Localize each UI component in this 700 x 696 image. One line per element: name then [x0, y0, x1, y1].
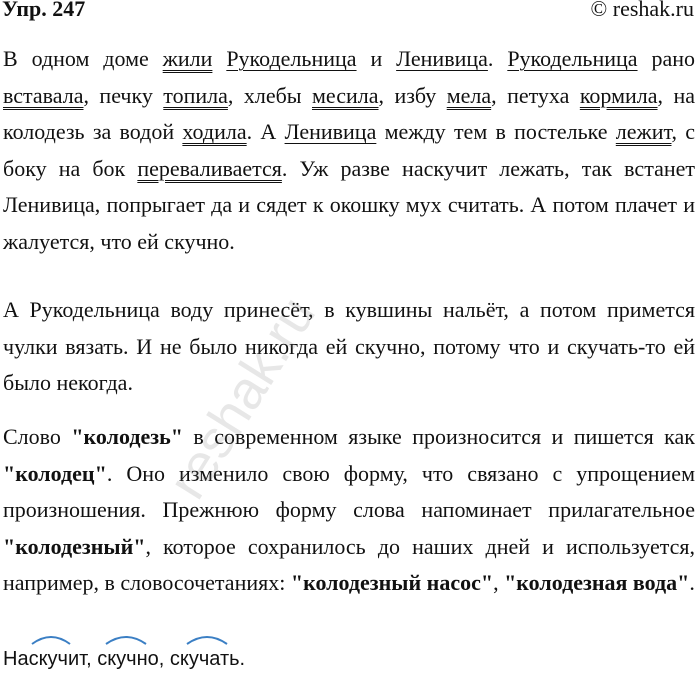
- text: , избу: [378, 82, 447, 108]
- text: Слово: [3, 424, 72, 449]
- header: [0, 0, 700, 24]
- text: .: [689, 570, 695, 595]
- text: . Оно изменило свою форму, что связано с упрощением произношения. Прежнюю форму слова напоминает прилагательное: [3, 460, 695, 522]
- answer-words: Наскучит, скучно, скучать.: [3, 648, 246, 670]
- text: . А: [246, 119, 285, 144]
- text: , на колодезь за водой: [3, 82, 695, 144]
- predicate: жили: [162, 46, 213, 71]
- bold-term: "колодец": [3, 460, 107, 486]
- exercise-title: Упр. 247: [2, 0, 86, 21]
- predicate: переваливается: [137, 155, 282, 181]
- predicate: вставала: [3, 82, 84, 108]
- text: между тем в постельке: [376, 119, 616, 144]
- text: , с боку на бок: [3, 119, 696, 181]
- predicate: топила: [163, 82, 228, 108]
- site-credit: © reshak.ru: [590, 0, 694, 21]
- bold-term: "колодезный": [3, 533, 146, 559]
- predicate: месила: [312, 82, 379, 108]
- text: , хлебы: [227, 82, 312, 108]
- predicate: кормила: [579, 82, 658, 108]
- paragraph-story-2: А Рукодельница воду принесёт, в кувшины нальёт, а потом примется чулки вязать. И не было никогда ей скучно, потому что и скучать-то ей было некогда.: [3, 297, 695, 395]
- text: , петуха: [491, 82, 580, 108]
- subject: Рукодельница: [507, 46, 638, 71]
- paragraph-story-1: [3, 41, 695, 260]
- text: .: [487, 46, 508, 71]
- watermark-text: reshak.ru: [156, 286, 328, 510]
- bold-term: "колодезь": [71, 424, 183, 449]
- text: [212, 46, 226, 71]
- subject: Ленивица: [396, 46, 488, 71]
- bold-term: "колодезная вода": [504, 570, 690, 595]
- text: и: [356, 46, 397, 71]
- text: рано: [637, 46, 695, 71]
- text: В одном доме: [3, 46, 163, 71]
- text: . Уж разве наскучит лежать, так встанет Ленивица, попрыгает да и сядет к окошку мух считать. А потом плачет и жалуется, что ей скучно.: [3, 155, 695, 254]
- text: , печку: [83, 82, 164, 108]
- subject: Ленивица: [284, 119, 377, 144]
- root-arc-icon: [104, 632, 148, 646]
- subject: Рукодельница: [226, 46, 357, 71]
- predicate: лежит: [615, 119, 672, 144]
- predicate: мела: [446, 82, 492, 108]
- text: в современном языке произносится и пишется как: [182, 424, 695, 449]
- root-arc-icon: [185, 632, 229, 646]
- root-arc-icon: [30, 632, 72, 646]
- bold-term: "колодезный насос": [290, 570, 494, 595]
- predicate: ходила: [182, 119, 247, 144]
- text: , которое сохранилось до наших дней и используется, например, в словосочетаниях:: [3, 533, 695, 595]
- paragraph-explanation: [3, 419, 695, 602]
- text: ,: [493, 570, 505, 595]
